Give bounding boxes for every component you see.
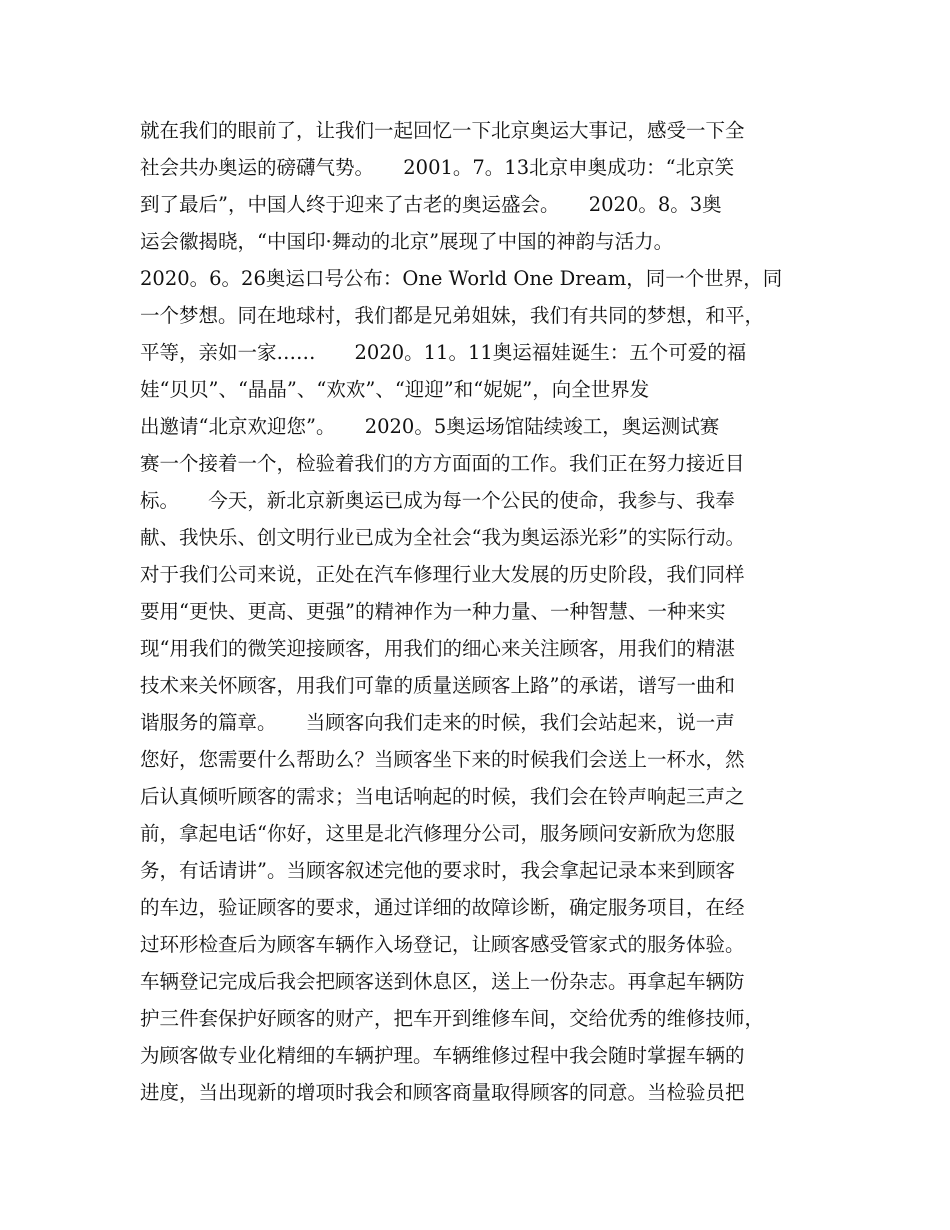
text-line: 2020。6。26奥运口号公布：One World One Dream，同一个世界，同 — [140, 267, 783, 290]
text-line: 就在我们的眼前了，让我们一起回忆一下北京奥运大事记，感受一下全 — [140, 119, 745, 142]
text-line: 平等，亲如一家…… 2020。11。11奥运福娃诞生：五个可爱的福 — [140, 341, 747, 364]
text-line: 谐服务的篇章。 当顾客向我们走来的时候，我们会站起来，说一声 — [140, 711, 735, 734]
text-line: 车辆登记完成后我会把顾客送到休息区，送上一份杂志。再拿起车辆防 — [140, 970, 745, 993]
text-line: 标。 今天，新北京新奥运已成为每一个公民的使命，我参与、我奉 — [140, 489, 735, 512]
text-line: 运会徽揭晓，“中国印·舞动的北京”展现了中国的神韵与活力。 — [140, 230, 674, 253]
body-text — [140, 112, 830, 1111]
text-line: 过环形检查后为顾客车辆作入场登记，让顾客感受管家式的服务体验。 — [140, 933, 745, 956]
text-line: 要用“更快、更高、更强”的精神作为一种力量、一种智慧、一种来实 — [140, 600, 726, 623]
text-line: 为顾客做专业化精细的车辆护理。车辆维修过程中我会随时掌握车辆的 — [140, 1044, 745, 1067]
text-line: 您好，您需要什么帮助么？当顾客坐下来的时候我们会送上一杯水，然 — [140, 748, 745, 771]
text-line: 社会共办奥运的磅礴气势。 2001。7。13北京申奥成功：“北京笑 — [140, 156, 735, 179]
text-line: 娃“贝贝”、“晶晶”、“欢欢”、“迎迎”和“妮妮”，向全世界发 — [140, 378, 650, 401]
text-line: 后认真倾听顾客的需求；当电话响起的时候，我们会在铃声响起三声之 — [140, 785, 745, 808]
text-line: 进度，当出现新的增项时我会和顾客商量取得顾客的同意。当检验员把 — [140, 1081, 745, 1104]
text-line: 技术来关怀顾客，用我们可靠的质量送顾客上路”的承诺，谱写一曲和 — [140, 674, 735, 697]
text-line: 务，有话请讲”。当顾客叙述完他的要求时，我会拿起记录本来到顾客 — [140, 859, 735, 882]
text-line: 现“用我们的微笑迎接顾客，用我们的细心来关注顾客，用我们的精湛 — [140, 637, 735, 660]
text-line: 献、我快乐、创文明行业已成为全社会“我为奥运添光彩”的实际行动。 — [140, 526, 745, 549]
text-line: 赛一个接着一个，检验着我们的方方面面的工作。我们正在努力接近目 — [140, 452, 745, 475]
text-line: 的车边，验证顾客的要求，通过详细的故障诊断，确定服务项目，在经 — [140, 896, 745, 919]
text-line: 前，拿起电话“你好，这里是北汽修理分公司，服务顾问安新欣为您服 — [140, 822, 735, 845]
text-line: 护三件套保护好顾客的财产，把车开到维修车间，交给优秀的维修技师， — [140, 1007, 765, 1030]
text-line: 到了最后”，中国人终于迎来了古老的奥运盛会。 2020。8。3奥 — [140, 193, 722, 216]
text-line: 出邀请“北京欢迎您”。 2020。5奥运场馆陆续竣工，奥运测试赛 — [140, 415, 720, 438]
text-line: 对于我们公司来说，正处在汽车修理行业大发展的历史阶段，我们同样 — [140, 563, 745, 586]
text-line: 一个梦想。同在地球村，我们都是兄弟姐妹，我们有共同的梦想，和平， — [140, 304, 765, 327]
